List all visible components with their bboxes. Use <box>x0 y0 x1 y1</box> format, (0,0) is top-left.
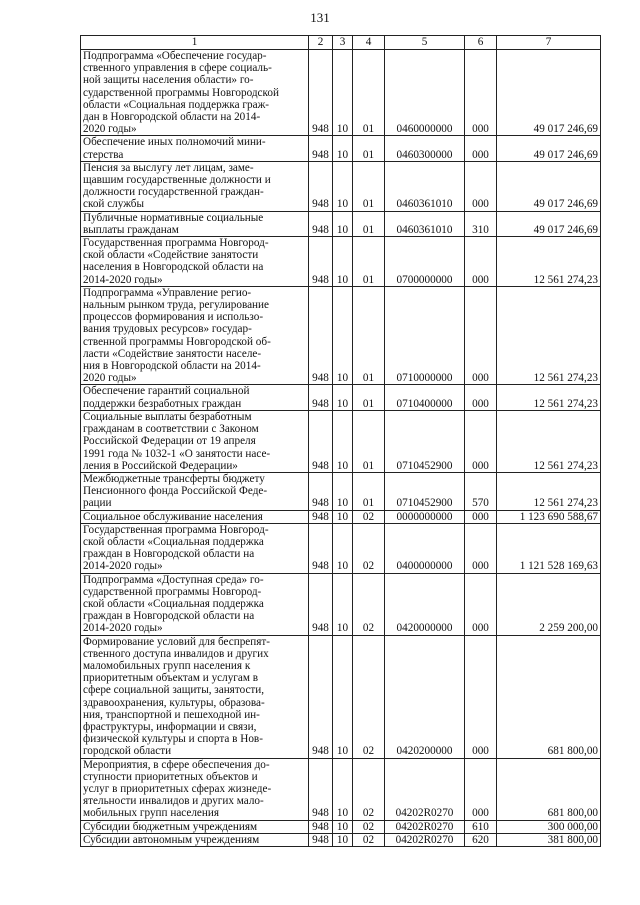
ministry-code-cell: 948 <box>309 510 333 523</box>
target-article-cell: 04202R0270 <box>385 758 465 820</box>
header-cell: 7 <box>497 36 601 50</box>
expense-type-cell: 620 <box>465 833 497 846</box>
item-name-cell: Формирование условий для беспрепят- ственного доступа инвалидов и других маломобильных групп населения к приоритетным объектам и услугам в сфере социальной защиты, занятости, здравоохранения, культуры, образова- ния, транспортной и пешеходной ин- фраструктуры, информации и связи, физической культуры и спорта в Нов- городской области <box>81 635 309 758</box>
item-name-cell: Обеспечение гарантий социальной поддержки безработных граждан <box>81 385 309 410</box>
amount-cell: 12 561 274,23 <box>497 237 601 287</box>
table-row <box>81 237 601 287</box>
subsection-cell: 02 <box>353 635 385 758</box>
ministry-code-cell: 948 <box>309 136 333 161</box>
target-article-cell: 0710452900 <box>385 472 465 510</box>
table-row <box>81 286 601 385</box>
table-row <box>81 136 601 161</box>
amount-cell: 49 017 246,69 <box>497 211 601 236</box>
expense-type-cell: 000 <box>465 385 497 410</box>
table-row <box>81 510 601 523</box>
header-cell: 4 <box>353 36 385 50</box>
amount-cell: 681 800,00 <box>497 758 601 820</box>
target-article-cell: 0000000000 <box>385 510 465 523</box>
subsection-cell: 01 <box>353 237 385 287</box>
ministry-code-cell: 948 <box>309 820 333 833</box>
expense-type-cell: 000 <box>465 510 497 523</box>
target-article-cell: 0710000000 <box>385 286 465 385</box>
table-row <box>81 820 601 833</box>
target-article-cell: 0420200000 <box>385 635 465 758</box>
item-name-cell: Межбюджетные трансферты бюджету Пенсионного фонда Российской Феде- рации <box>81 472 309 510</box>
section-cell: 10 <box>333 410 353 472</box>
table-row <box>81 758 601 820</box>
expense-type-cell: 000 <box>465 758 497 820</box>
expense-type-cell: 000 <box>465 237 497 287</box>
section-cell: 10 <box>333 237 353 287</box>
target-article-cell: 0710400000 <box>385 385 465 410</box>
amount-cell: 12 561 274,23 <box>497 410 601 472</box>
subsection-cell: 02 <box>353 523 385 573</box>
item-name-cell: Подпрограмма «Доступная среда» го- сударственной программы Новгород- ской области «Социальная поддержка граждан в Новгородской области на 2014-2020 годы» <box>81 573 309 635</box>
header-row <box>81 36 601 50</box>
subsection-cell: 01 <box>353 161 385 211</box>
section-cell: 10 <box>333 573 353 635</box>
ministry-code-cell: 948 <box>309 758 333 820</box>
amount-cell: 681 800,00 <box>497 635 601 758</box>
table-row <box>81 833 601 846</box>
page-number: 131 <box>310 10 330 25</box>
section-cell: 10 <box>333 286 353 385</box>
item-name-cell: Мероприятия, в сфере обеспечения до- ступности приоритетных объектов и услуг в приоритетных сферах жизнеде- ятельности инвалидов и других мало- мобильных групп населения <box>81 758 309 820</box>
section-cell: 10 <box>333 833 353 846</box>
amount-cell: 12 561 274,23 <box>497 286 601 385</box>
item-name-cell: Государственная программа Новгород- ской области «Социальная поддержка граждан в Новгородской области на 2014-2020 годы» <box>81 523 309 573</box>
target-article-cell: 0460361010 <box>385 211 465 236</box>
subsection-cell: 01 <box>353 472 385 510</box>
amount-cell: 12 561 274,23 <box>497 385 601 410</box>
item-name-cell: Субсидии автономным учреждениям <box>81 833 309 846</box>
table-row <box>81 161 601 211</box>
item-name-cell: Социальные выплаты безработным гражданам в соответствии с Законом Российской Федерации от 19 апреля 1991 года № 1032-1 «О занятости насе- ления в Российской Федерации» <box>81 410 309 472</box>
target-article-cell: 0700000000 <box>385 237 465 287</box>
ministry-code-cell: 948 <box>309 410 333 472</box>
section-cell: 10 <box>333 136 353 161</box>
table-row <box>81 472 601 510</box>
section-cell: 10 <box>333 472 353 510</box>
item-name-cell: Социальное обслуживание населения <box>81 510 309 523</box>
ministry-code-cell: 948 <box>309 833 333 846</box>
ministry-code-cell: 948 <box>309 385 333 410</box>
item-name-cell: Субсидии бюджетным учреждениям <box>81 820 309 833</box>
ministry-code-cell: 948 <box>309 573 333 635</box>
ministry-code-cell: 948 <box>309 237 333 287</box>
target-article-cell: 0460361010 <box>385 161 465 211</box>
expense-type-cell: 610 <box>465 820 497 833</box>
section-cell: 10 <box>333 161 353 211</box>
section-cell: 10 <box>333 758 353 820</box>
subsection-cell: 02 <box>353 573 385 635</box>
expense-type-cell: 000 <box>465 286 497 385</box>
amount-cell: 2 259 200,00 <box>497 573 601 635</box>
item-name-cell: Подпрограмма «Обеспечение государ- ственного управления в сфере социаль- ной защиты населения области» го- сударственной программы Новгородской области «Социальная поддержка граж- дан в Новгородской области на 2014- 2020 годы» <box>81 50 309 136</box>
item-name-cell: Обеспечение иных полномочий мини- стерства <box>81 136 309 161</box>
ministry-code-cell: 948 <box>309 286 333 385</box>
item-name-cell: Публичные нормативные социальные выплаты гражданам <box>81 211 309 236</box>
amount-cell: 300 000,00 <box>497 820 601 833</box>
expense-type-cell: 000 <box>465 523 497 573</box>
target-article-cell: 04202R0270 <box>385 833 465 846</box>
subsection-cell: 01 <box>353 211 385 236</box>
target-article-cell: 0400000000 <box>385 523 465 573</box>
section-cell: 10 <box>333 510 353 523</box>
amount-cell: 1 123 690 588,67 <box>497 510 601 523</box>
table-row <box>81 385 601 410</box>
ministry-code-cell: 948 <box>309 50 333 136</box>
expense-type-cell: 000 <box>465 635 497 758</box>
section-cell: 10 <box>333 523 353 573</box>
table-row <box>81 211 601 236</box>
header-cell: 1 <box>81 36 309 50</box>
target-article-cell: 0420000000 <box>385 573 465 635</box>
expense-type-cell: 000 <box>465 410 497 472</box>
ministry-code-cell: 948 <box>309 472 333 510</box>
amount-cell: 49 017 246,69 <box>497 50 601 136</box>
budget-table <box>80 35 601 847</box>
subsection-cell: 02 <box>353 510 385 523</box>
target-article-cell: 04202R0270 <box>385 820 465 833</box>
subsection-cell: 01 <box>353 385 385 410</box>
subsection-cell: 01 <box>353 286 385 385</box>
header-cell: 3 <box>333 36 353 50</box>
ministry-code-cell: 948 <box>309 635 333 758</box>
subsection-cell: 02 <box>353 758 385 820</box>
section-cell: 10 <box>333 820 353 833</box>
header-cell: 2 <box>309 36 333 50</box>
expense-type-cell: 000 <box>465 50 497 136</box>
item-name-cell: Государственная программа Новгород- ской области «Содействие занятости населения в Новгородской области на 2014-2020 годы» <box>81 237 309 287</box>
ministry-code-cell: 948 <box>309 523 333 573</box>
amount-cell: 49 017 246,69 <box>497 136 601 161</box>
expense-type-cell: 000 <box>465 573 497 635</box>
amount-cell: 1 121 528 169,63 <box>497 523 601 573</box>
section-cell: 10 <box>333 385 353 410</box>
section-cell: 10 <box>333 211 353 236</box>
expense-type-cell: 000 <box>465 136 497 161</box>
expense-type-cell: 570 <box>465 472 497 510</box>
subsection-cell: 01 <box>353 410 385 472</box>
subsection-cell: 01 <box>353 50 385 136</box>
table-row <box>81 50 601 136</box>
table-row <box>81 410 601 472</box>
amount-cell: 381 800,00 <box>497 833 601 846</box>
target-article-cell: 0460000000 <box>385 50 465 136</box>
section-cell: 10 <box>333 635 353 758</box>
table-row <box>81 635 601 758</box>
section-cell: 10 <box>333 50 353 136</box>
subsection-cell: 02 <box>353 833 385 846</box>
header-cell: 6 <box>465 36 497 50</box>
subsection-cell: 02 <box>353 820 385 833</box>
table-body <box>81 50 601 847</box>
amount-cell: 49 017 246,69 <box>497 161 601 211</box>
subsection-cell: 01 <box>353 136 385 161</box>
expense-type-cell: 310 <box>465 211 497 236</box>
target-article-cell: 0710452900 <box>385 410 465 472</box>
expense-type-cell: 000 <box>465 161 497 211</box>
item-name-cell: Пенсия за выслугу лет лицам, заме- щавшим государственные должности и должности государственной граждан- ской службы <box>81 161 309 211</box>
table-row <box>81 573 601 635</box>
target-article-cell: 0460300000 <box>385 136 465 161</box>
amount-cell: 12 561 274,23 <box>497 472 601 510</box>
ministry-code-cell: 948 <box>309 211 333 236</box>
header-cell: 5 <box>385 36 465 50</box>
item-name-cell: Подпрограмма «Управление регио- нальным рынком труда, регулирование процессов формирования и использо- вания трудовых ресурсов» государ- ственной программы Новгородской об- ласти «Содействие занятости населе- ния в Новгородской области на 2014- 2020 годы» <box>81 286 309 385</box>
ministry-code-cell: 948 <box>309 161 333 211</box>
table-row <box>81 523 601 573</box>
